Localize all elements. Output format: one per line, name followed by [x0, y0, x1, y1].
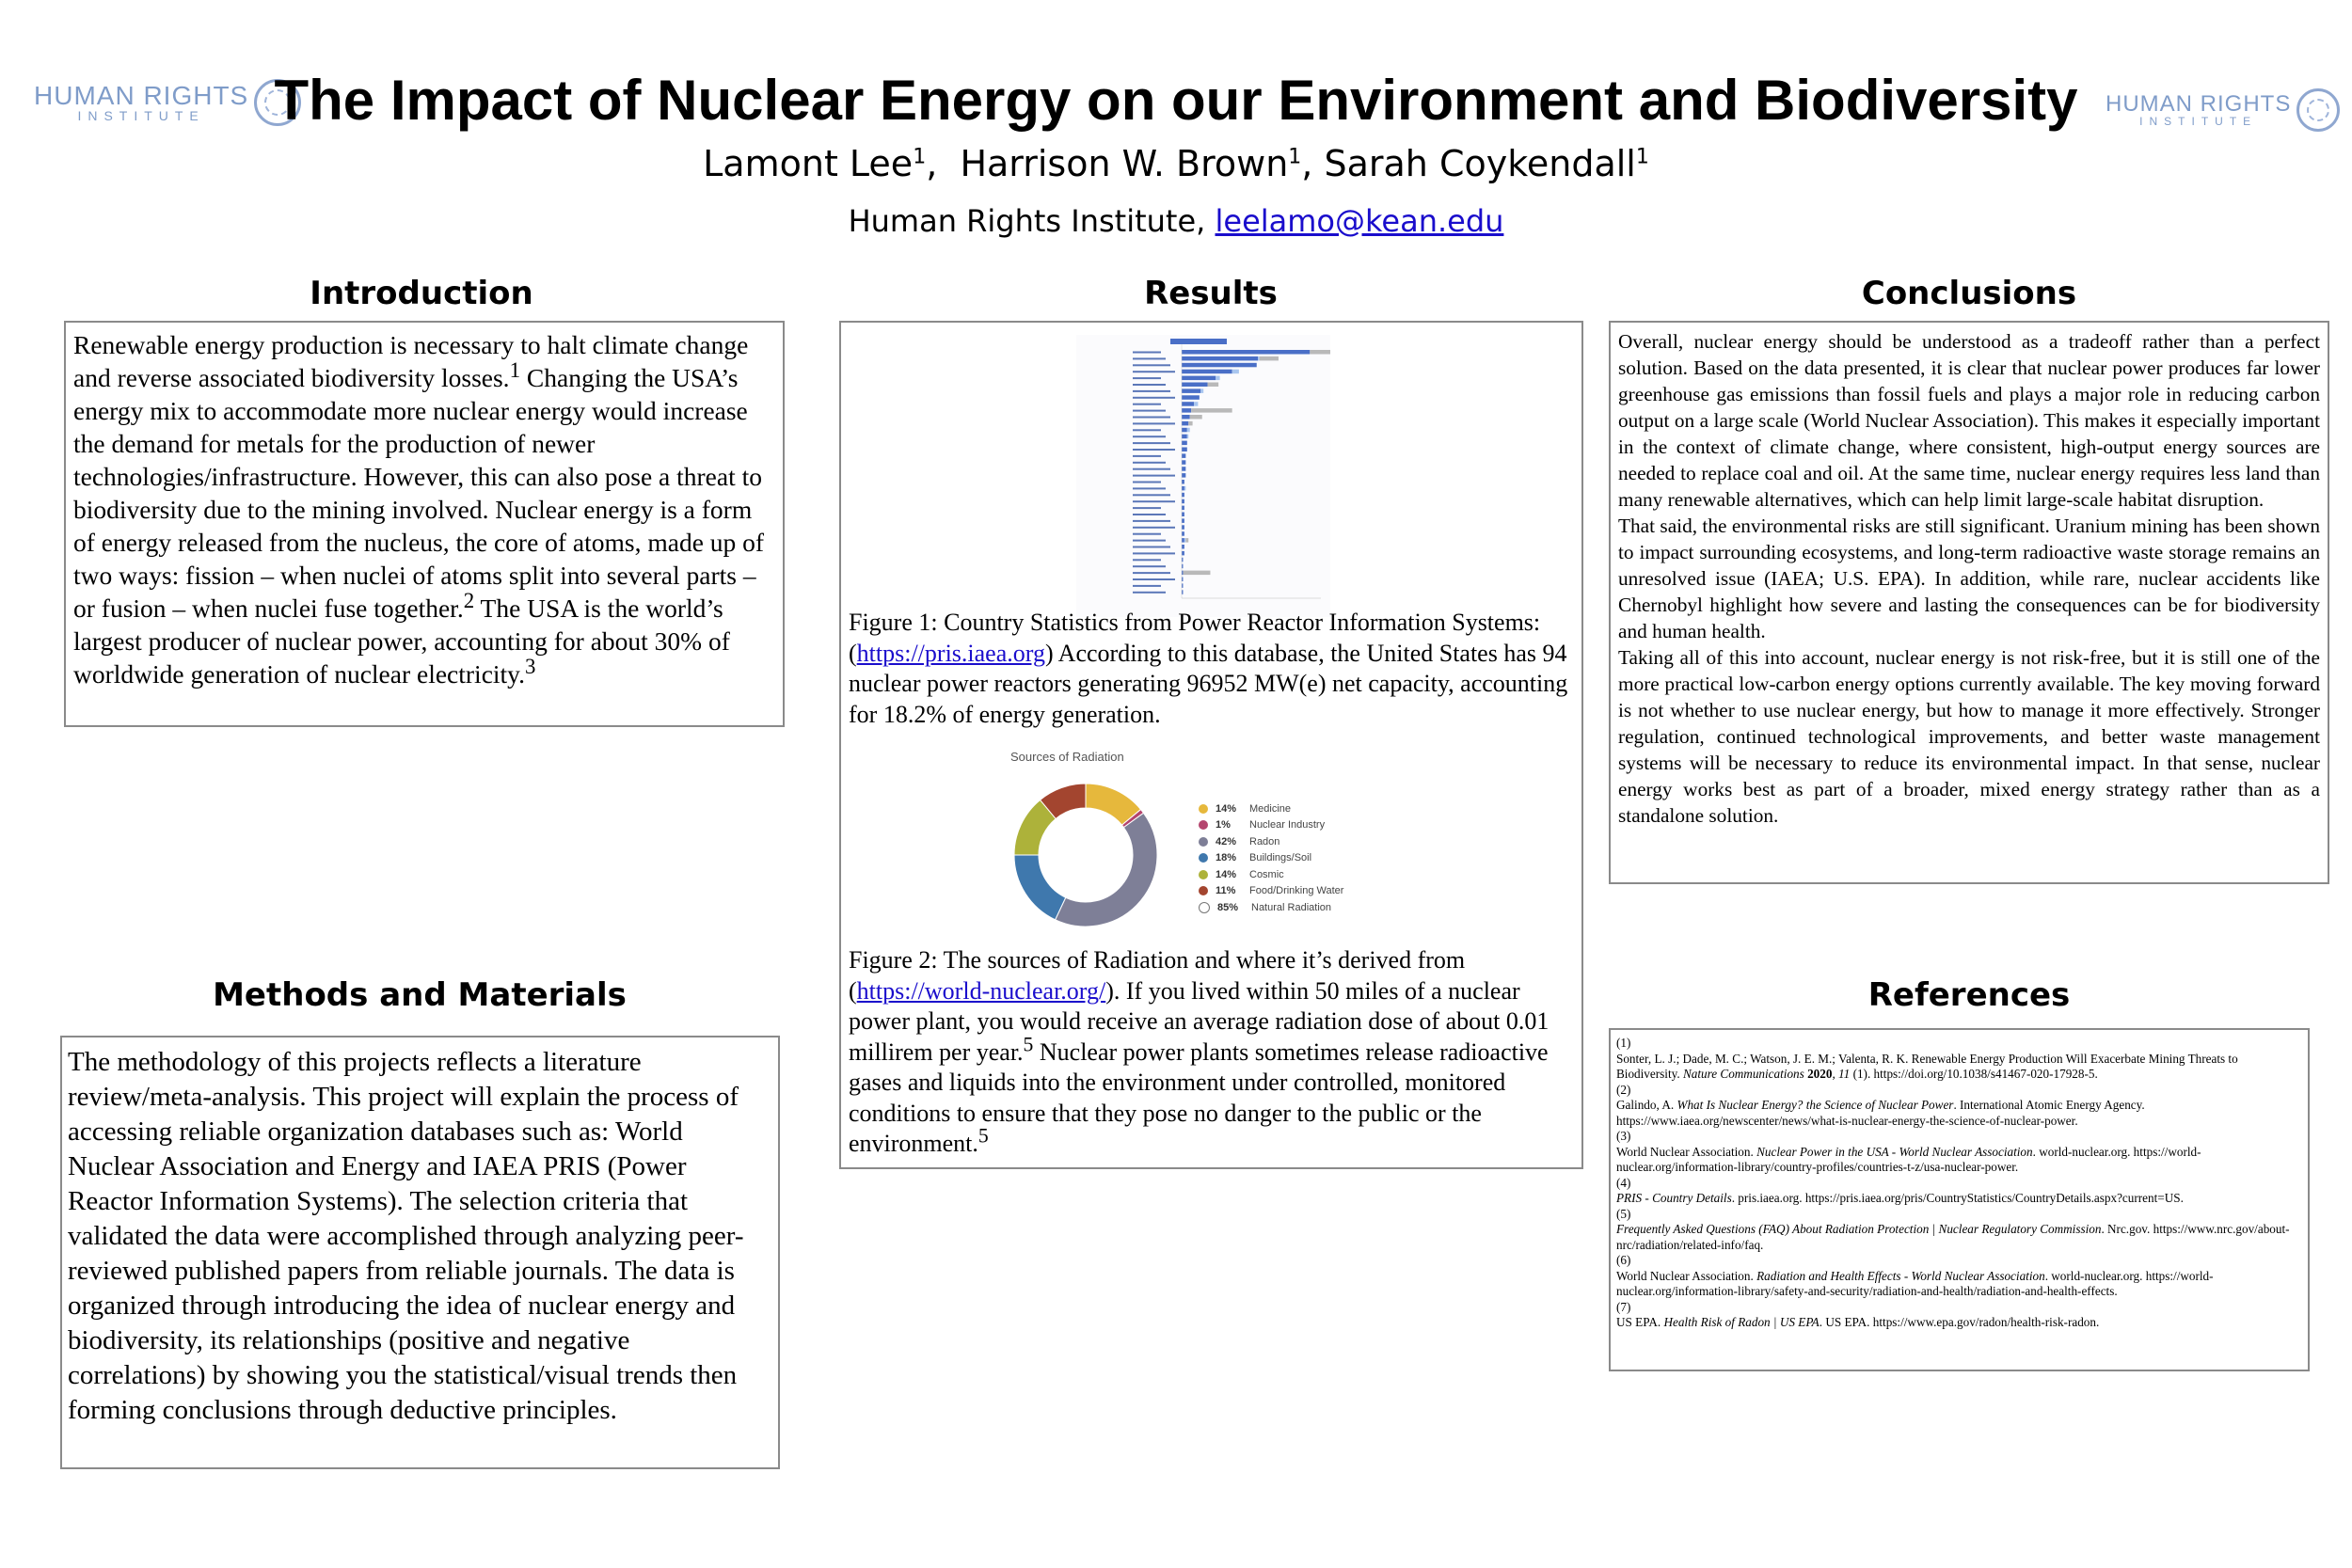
country-label [1133, 377, 1161, 379]
country-label [1133, 514, 1166, 515]
conclusions-heading: Conclusions [1861, 275, 2077, 312]
conclusions-paragraph: Overall, nuclear energy should be understood as a tradeoff rather than a perfect solution. Based on the data presented, it is clear that nuclear power produces far lower greenhouse gas emissions than fossil fuels and plays a major role in reducing carbon output on a large scale (World Nuclear Association). This makes it especially important in the context of climate change, where consistent, high-output energy sources are needed to replace coal and oil. At the same time, nuclear energy requires less land than many renewable alternatives, which can help limit large-scale habitat disruption. [1618, 330, 2320, 511]
methods-box [60, 1036, 780, 1469]
bar [1182, 460, 1185, 465]
author-name: Sarah Coykendall [1324, 143, 1636, 184]
legend-dot-icon [1199, 837, 1208, 847]
bar [1182, 408, 1191, 413]
bar [1182, 448, 1187, 452]
pris-link[interactable]: https://pris.iaea.org [856, 639, 1045, 667]
country-label [1133, 357, 1166, 359]
country-label [1133, 404, 1161, 405]
bar [1191, 408, 1232, 413]
country-label [1133, 384, 1166, 386]
legend-percent: 85% [1217, 901, 1239, 913]
country-label [1133, 410, 1166, 412]
bar-group [1133, 350, 1330, 594]
results-box [839, 321, 1583, 1169]
legend-dot-icon [1199, 886, 1208, 895]
bar [1183, 571, 1210, 576]
bar [1216, 376, 1219, 381]
country-label [1133, 390, 1170, 392]
legend-item [1199, 883, 1343, 900]
reactor-bar-chart [1076, 335, 1330, 617]
logo-line1: HUMAN RIGHTS [2106, 91, 2292, 117]
country-label [1133, 585, 1161, 587]
legend-label: Food/Drinking Water [1249, 885, 1344, 897]
country-label [1133, 494, 1170, 496]
country-label [1133, 520, 1170, 522]
bar [1184, 538, 1185, 543]
country-label [1133, 565, 1166, 567]
bar [1185, 538, 1188, 543]
country-label [1133, 500, 1175, 502]
country-label [1133, 482, 1161, 483]
bar [1182, 428, 1187, 433]
legend-percent: 42% [1216, 835, 1237, 847]
bar [1182, 435, 1187, 439]
methods-heading: Methods and Materials [213, 976, 627, 1014]
country-label [1133, 552, 1175, 554]
reference-item: Sonter, L. J.; Dade, M. C.; Watson, J. E. M.; Valenta, R. K. Renewable Energy Production Will Exacerbate Mining Threats to Biodiversity. Nature Communications 2020, 11 (1). https://doi.org/10.1038/s41467-020-17928-5. [1616, 1051, 2238, 1081]
bar [1182, 370, 1232, 374]
legend-label: Natural Radiation [1251, 901, 1331, 913]
bar [1182, 356, 1258, 361]
legend-item [1199, 899, 1343, 916]
poster-title: The Impact of Nuclear Energy on our Environment and Biodiversity [274, 69, 2078, 132]
conclusions-text [1611, 323, 2328, 834]
bar [1182, 395, 1200, 400]
bar [1260, 356, 1279, 361]
country-label [1133, 455, 1161, 457]
bar [1182, 441, 1187, 446]
legend-label: Nuclear Industry [1249, 819, 1326, 832]
chart-title-bar [1170, 339, 1227, 344]
legend-dot-icon [1199, 820, 1208, 830]
country-label [1133, 546, 1170, 548]
conclusions-paragraph: Taking all of this into account, nuclear energy is not risk-free, but it is still one of the more practical low-carbon energy options currently available. The key moving forward is not whether to use nuclear energy, but how to manage it more effectively. Stronger regulation, continued technological improvements, and better waste management systems will be necessary to reduce its environmental impact. In that sense, nuclear energy works best as part of a broader, mixed energy strategy rather than as a standalone solution. [1618, 646, 2320, 827]
figure1-caption: Figure 1: Country Statistics from Power Reactor Information Systems: (https://pris.iaea.org) According to this database, the United States has 94 nuclear power reactors generating 96952 MW(e) net capacity, accounting for 18.2% of energy generation. [849, 609, 1568, 728]
introduction-heading: Introduction [310, 275, 533, 312]
references-box [1609, 1028, 2310, 1371]
bar [1182, 453, 1185, 458]
country-label [1133, 487, 1166, 489]
country-label [1133, 417, 1170, 419]
conclusions-paragraph: That said, the environmental risks are still significant. Uranium mining has been shown to impact surrounding ecosystems, and long-term radioactive waste storage remains an unresolved issue (IAEA; U.S. EPA). In addition, while rare, nuclear accidents like Chernobyl highlight how severe and lasting the consequences can be for biodiversity and human health. [1618, 515, 2320, 642]
country-label [1133, 462, 1166, 464]
country-label [1133, 429, 1161, 431]
country-label [1133, 422, 1175, 424]
country-label [1133, 559, 1161, 561]
country-label [1133, 527, 1175, 529]
legend-percent: 1% [1216, 819, 1231, 832]
bar [1182, 473, 1185, 478]
legend-item [1199, 850, 1343, 867]
logo-line2: INSTITUTE [77, 108, 205, 123]
world-nuclear-link[interactable]: https://world-nuclear.org/ [856, 976, 1106, 1005]
email-link[interactable]: leelamo@kean.edu [1215, 203, 1504, 239]
legend-item [1199, 817, 1343, 834]
country-label [1133, 475, 1175, 477]
bar [1208, 383, 1219, 388]
introduction-text: Renewable energy production is necessary to halt climate change and reverse associated biodiversity losses.$^1$ Changing the USA’s energy mix to accommodate more nuclear energy would increase the demand for metals for the production of newer technologies/infrastructure. However, this can also pose a threat to biodiversity due to the mining involved. Nuclear energy is a form of energy released from the nucleus, the core of atoms, made up of two ways: fission – when nuclei of atoms split into several parts – or fusion – when nuclei fuse together.$^2$ The USA is the world’s largest producer of nuclear power, accounting for about 30% of worldwide generation of nuclear electricity.$^3$ [73, 330, 765, 689]
bar [1187, 428, 1190, 433]
country-label [1133, 449, 1175, 451]
donut-slice [1056, 813, 1157, 927]
bar [1200, 388, 1203, 393]
legend-dot-icon [1199, 853, 1208, 863]
country-label [1133, 540, 1166, 542]
bar [1232, 370, 1239, 374]
bar [1182, 551, 1184, 556]
legend-label: Cosmic [1249, 868, 1284, 880]
bar [1182, 545, 1184, 549]
donut-slice [1014, 855, 1066, 920]
legend-percent: 11% [1216, 885, 1236, 897]
legend-dot-icon [1199, 902, 1210, 913]
legend-percent: 14% [1216, 802, 1237, 815]
bar [1182, 467, 1185, 471]
logo-line1: HUMAN RIGHTS [34, 81, 249, 110]
introduction-box [64, 321, 785, 727]
reference-item: PRIS - Country Details. pris.iaea.org. https://pris.iaea.org/pris/CountryStatistics/CountryDetails.aspx?current=US. [1616, 1191, 2184, 1205]
country-label [1133, 371, 1175, 372]
country-label [1133, 397, 1175, 399]
bar [1182, 486, 1184, 491]
country-label [1133, 533, 1161, 535]
legend-label: Medicine [1249, 802, 1292, 815]
bar [1182, 531, 1184, 536]
bar [1182, 518, 1184, 523]
bar [1182, 506, 1184, 511]
reference-item: World Nuclear Association. Radiation and Health Effects - World Nuclear Association. world-nuclear.org. https://world-nuclear.org/information-library/safety-and-security/radiation-and-health/radiation-and-health-effects. [1616, 1268, 2214, 1298]
bar [1182, 480, 1184, 484]
country-label [1133, 364, 1170, 366]
bar [1182, 402, 1194, 406]
bar [1182, 538, 1184, 543]
reference-item: World Nuclear Association. Nuclear Power in the USA - World Nuclear Association. world-nuclear.org. https://world-nuclear.org/information-library/country-profiles/countries-t-z/usa-nuclear-power. [1616, 1144, 2201, 1174]
legend-label: Radon [1249, 835, 1280, 847]
bar [1182, 388, 1200, 393]
country-label [1133, 468, 1170, 470]
bar [1190, 415, 1202, 420]
author-name: Lamont Lee [703, 143, 914, 184]
bar [1188, 421, 1192, 426]
bar [1182, 376, 1216, 381]
reference-item: Frequently Asked Questions (FAQ) About Radiation Protection | Nuclear Regulatory Commission. Nrc.gov. https://www.nrc.gov/about-nrc/radiation/related-info/faq. [1616, 1222, 2290, 1252]
donut-chart [1010, 780, 1161, 930]
country-label [1133, 507, 1161, 509]
conclusions-box [1609, 321, 2329, 884]
legend-percent: 14% [1216, 868, 1237, 880]
author-list: Lamont Lee$^1$, Harrison W. Brown$^1$, Sarah Coykendall$^1$ [703, 143, 1649, 184]
bar [1182, 499, 1184, 504]
legend-item [1199, 833, 1343, 850]
results-heading: Results [1144, 275, 1278, 312]
bar [1187, 435, 1188, 439]
bar [1182, 383, 1208, 388]
bar [1310, 350, 1330, 355]
reference-item: US EPA. Health Risk of Radon | US EPA. US EPA. https://www.epa.gov/radon/health-risk-radon. [1616, 1315, 2100, 1329]
donut-legend [1199, 800, 1343, 916]
methods-text: The methodology of this projects reflects a literature review/meta-analysis. This project will explain the process of accessing reliable organization databases such as: World Nuclear Association and Energy and IAEA PRIS (Power Reactor Information Systems). The selection criteria that validated the data were accomplished through analyzing peer-reviewed published papers from reliable journals. The data is organized through introducing the idea of nuclear energy and biodiversity, its relationships (positive and negative correlations) by showing you the statistical/visual trends then forming conclusions through deductive principles. [68, 1047, 744, 1425]
affiliation: Human Rights Institute, leelamo@kean.edu [848, 203, 1504, 239]
country-label [1133, 436, 1166, 437]
bar [1182, 525, 1184, 530]
country-label [1133, 578, 1175, 580]
bar [1184, 486, 1185, 491]
figure2-caption: Figure 2: The sources of Radiation and where it’s derived from (https://world-nuclear.org/). If you lived within 50 miles of a nuclear power plant, you would receive an average radiation dose of about 0.01 millirem per year.$^5$ Nuclear power plants sometimes release radioactive gases and liquids into the environment under controlled, monitored conditions to ensure that they pose no danger to the public or the environment.$^5$ [849, 946, 1549, 1157]
bar [1182, 493, 1184, 498]
author-name: Harrison W. Brown [960, 143, 1289, 184]
donut-title: Sources of Radiation [1010, 750, 1124, 764]
country-label [1133, 592, 1166, 594]
legend-dot-icon [1199, 804, 1208, 814]
country-label [1133, 352, 1161, 354]
legend-item [1199, 800, 1343, 817]
country-label [1133, 572, 1170, 574]
bar [1182, 350, 1310, 355]
legend-label: Buildings/Soil [1249, 852, 1312, 864]
references-heading: References [1867, 976, 2071, 1014]
bar [1182, 415, 1190, 420]
bar [1182, 513, 1184, 517]
radiation-chart [1010, 744, 1406, 942]
bar [1258, 356, 1259, 361]
bar [1182, 363, 1257, 368]
legend-dot-icon [1199, 870, 1208, 879]
legend-item [1199, 866, 1343, 883]
references-list: (1) Sonter, L. J.; Dade, M. C.; Watson, J. E. M.; Valenta, R. K. Renewable Energy Production Will Exacerbate Mining Threats to Biodiversity. Nature Communications 2020, 11 (1). https://doi.org/10.1038/s41467-020-17928-5. (2) Galindo, A. What Is Nuclear Energy? the Science of Nuclear Power. International Atomic Energy Agency. https://www.iaea.org/newscenter/news/what-is-nuclear-energy-the-science-of-nuclear-power. (3) World Nuclear Association. Nuclear Power in the USA - World Nuclear Association. world-nuclear.org. https://world-nuclear.org/information-library/country-profiles/countries-t-z/usa-nuclear-power. (4) PRIS - Country Details. pris.iaea.org. https://pris.iaea.org/pris/CountryStatistics/CountryDetails.aspx?current=US. (5) Frequently Asked Questions (FAQ) About Radiation Protection | Nuclear Regulatory Commission. Nrc.gov. https://www.nrc.gov/about-nrc/radiation/related-info/faq. (6) World Nuclear Association. Radiation and Health Effects - World Nuclear Association. world-nuclear.org. https://world-nuclear.org/information-library/safety-and-security/radiation-and-health/radiation-and-health-effects. (7) US EPA. Health Risk of Radon | US EPA. US EPA. https://www.epa.gov/radon/health-risk-radon. [1611, 1030, 2308, 1337]
logo-line2: INSTITUTE [2139, 115, 2258, 128]
reference-item: Galindo, A. What Is Nuclear Energy? the Science of Nuclear Power. International Atomic Energy Agency. https://www.iaea.org/newscenter/news/what-is-nuclear-energy-the-science-of-nuclear-power. [1616, 1098, 2145, 1128]
bar [1194, 402, 1198, 406]
legend-percent: 18% [1216, 852, 1237, 864]
bar [1182, 421, 1188, 426]
country-label [1133, 442, 1170, 444]
